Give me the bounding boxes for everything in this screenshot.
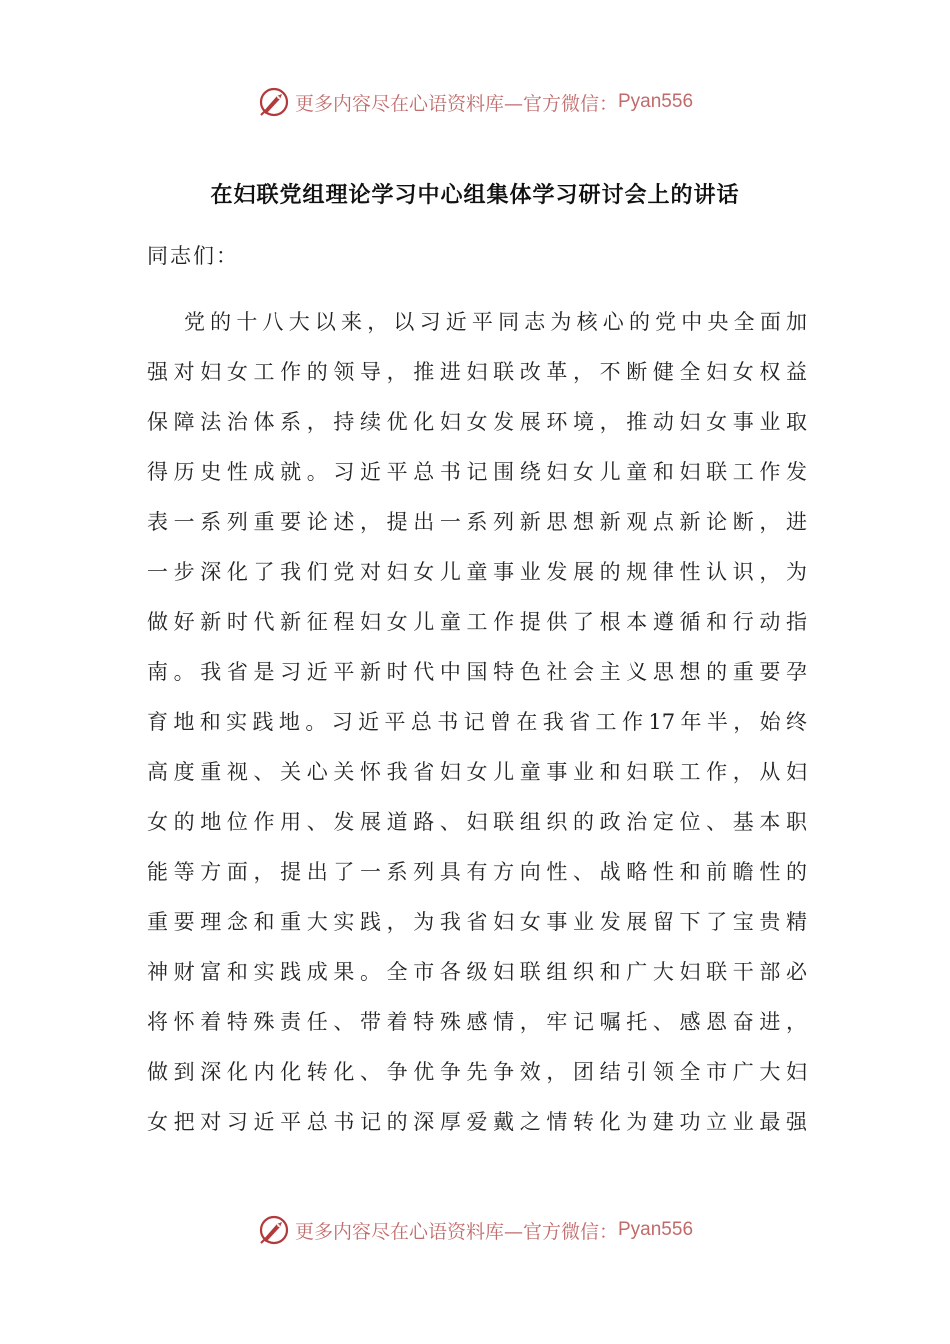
- pen-nib-logo-icon: [257, 85, 291, 119]
- body-line: 能等方面，提出了一系列具有方向性、战略性和前瞻性的: [147, 860, 807, 884]
- body-line: 做好新时代新征程妇女儿童工作提供了根本遵循和行动指: [147, 610, 807, 634]
- header-wechat-id: Pyan556: [618, 91, 694, 112]
- body-line: 将怀着特殊责任、带着特殊感情，牢记嘱托、感恩奋进，: [147, 1010, 807, 1034]
- body-paragraph: [147, 297, 807, 1147]
- document-title: 在妇联党组理论学习中心组集体学习研讨会上的讲话: [210, 183, 740, 208]
- body-line: 做到深化内化转化、争优争先争效，团结引领全市广大妇: [147, 1060, 807, 1084]
- body-line: 得历史性成就。习近平总书记围绕妇女儿童和妇联工作发: [147, 460, 807, 484]
- body-line: 南。我省是习近平新时代中国特色社会主义思想的重要孕: [147, 660, 807, 684]
- body-line: 党的十八大以来，以习近平同志为核心的党中央全面加: [184, 310, 807, 334]
- header-banner: [0, 82, 950, 122]
- body-line: 表一系列重要论述，提出一系列新思想新观点新论断，进: [147, 510, 807, 534]
- body-line: 高度重视、关心关怀我省妇女儿童事业和妇联工作，从妇: [147, 760, 807, 784]
- footer-wechat-id: Pyan556: [618, 1219, 694, 1240]
- body-line: 保障法治体系，持续优化妇女发展环境，推动妇女事业取: [147, 410, 807, 434]
- header-banner-text: 更多内容尽在心语资料库—官方微信：: [294, 92, 618, 115]
- body-line: 重要理念和重大实践，为我省妇女事业发展留下了宝贵精: [147, 910, 807, 934]
- salutation: 同志们：: [147, 244, 239, 268]
- body-line: 神财富和实践成果。全市各级妇联组织和广大妇联干部必: [147, 960, 807, 984]
- body-line: 强对妇女工作的领导，推进妇联改革，不断健全妇女权益: [147, 360, 807, 384]
- body-line: 女的地位作用、发展道路、妇联组织的政治定位、基本职: [147, 810, 807, 834]
- pen-nib-logo-icon: [257, 1213, 291, 1247]
- footer-banner-text: 更多内容尽在心语资料库—官方微信：: [294, 1220, 618, 1243]
- body-line: 女把对习近平总书记的深厚爱戴之情转化为建功立业最强: [147, 1110, 807, 1134]
- body-line: 育地和实践地。习近平总书记曾在我省工作17年半，始终: [147, 710, 807, 734]
- footer-banner: [0, 1210, 950, 1250]
- body-line: 一步深化了我们党对妇女儿童事业发展的规律性认识，为: [147, 560, 807, 584]
